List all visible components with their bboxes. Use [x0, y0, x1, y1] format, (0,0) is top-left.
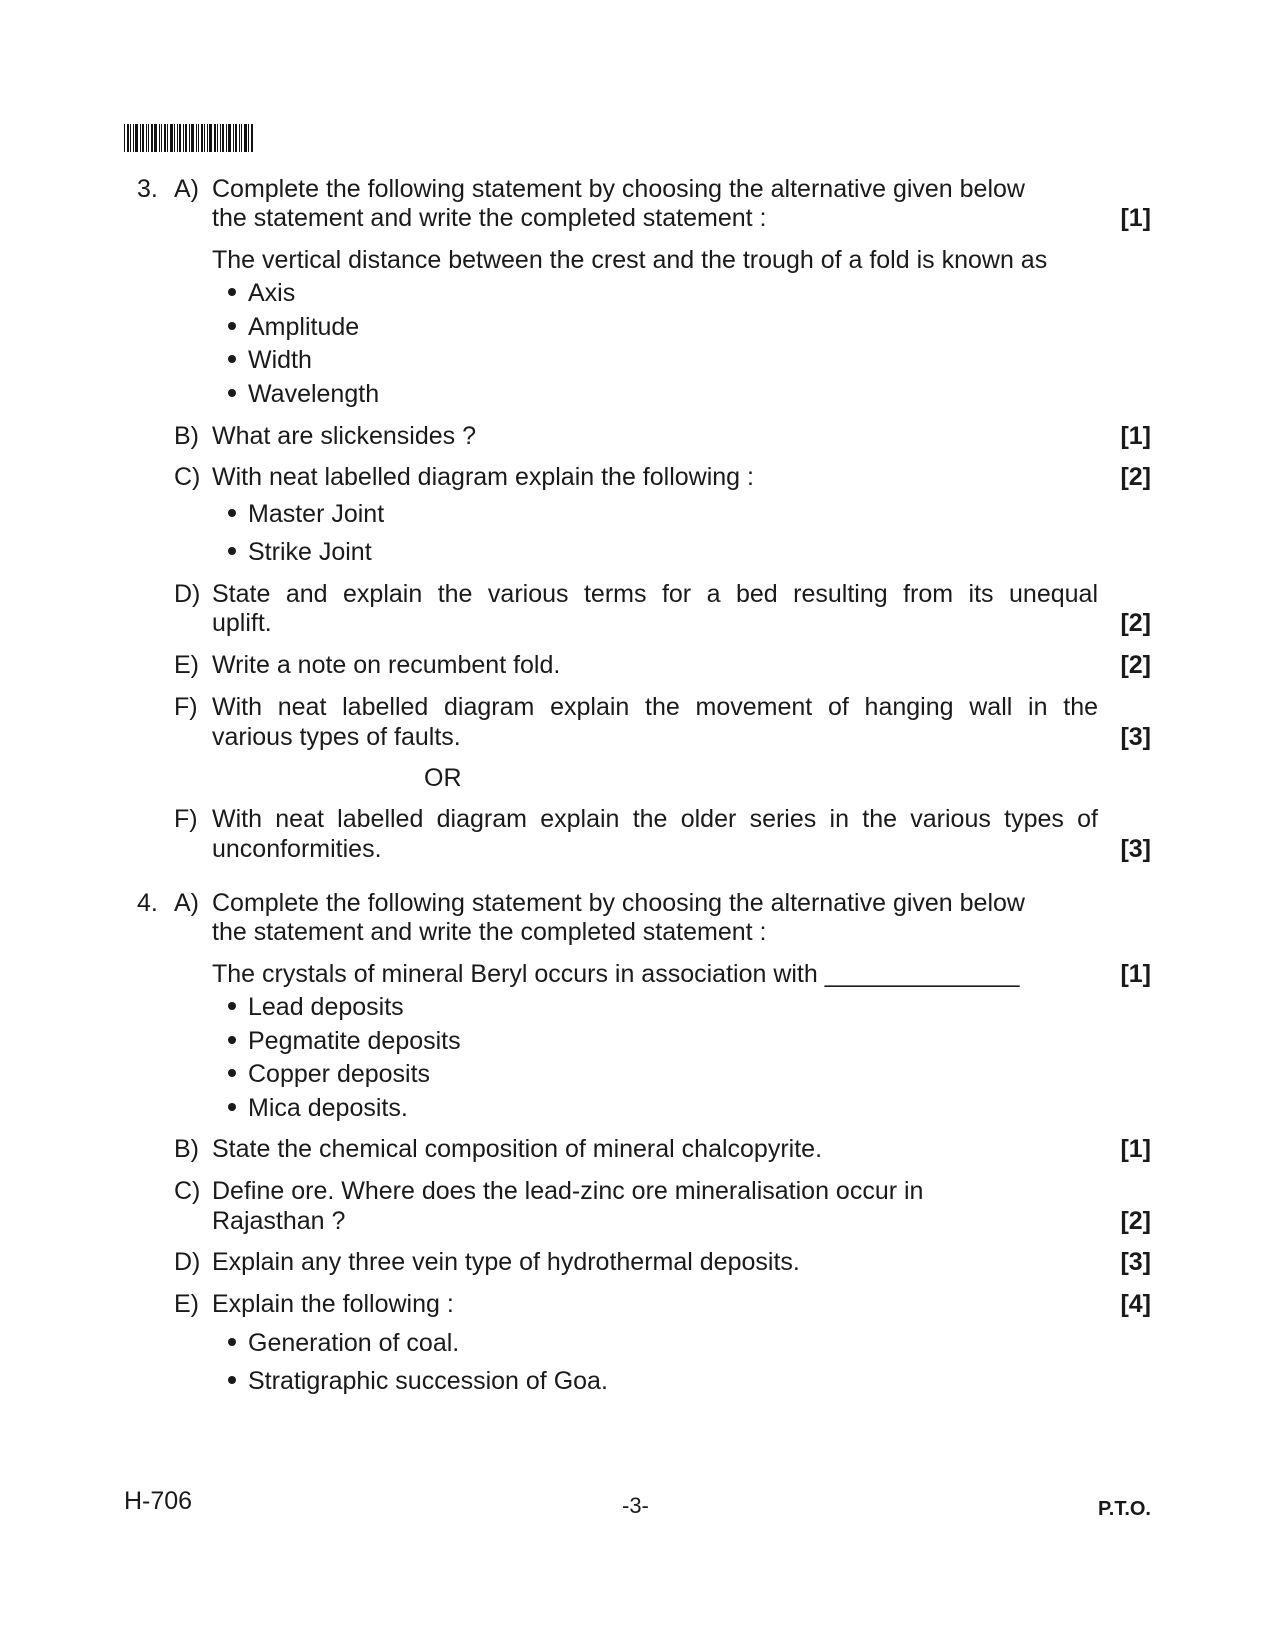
bullet-icon [228, 1338, 236, 1346]
barcode-bar [191, 124, 194, 152]
question-text: State the chemical composition of mineral chalcopyrite. [212, 1135, 823, 1163]
barcode-bar [170, 124, 173, 152]
marks: [3] [1120, 1248, 1151, 1276]
question-text: What are slickensides ? [212, 422, 477, 450]
question-text: Write a note on recumbent fold. [212, 651, 561, 679]
option-item: Mica deposits. [228, 1093, 408, 1123]
barcode-bar [207, 124, 208, 152]
part-label: C) [174, 1177, 201, 1205]
question-text: Define ore. Where does the lead-zinc ore mineralisation occur in [212, 1177, 924, 1205]
part-label: D) [174, 580, 201, 608]
marks: [4] [1120, 1290, 1151, 1318]
question-text: the statement and write the completed statement : [212, 918, 767, 946]
part-label: F) [174, 693, 198, 721]
barcode-bar [226, 124, 227, 152]
barcode-bar [217, 124, 218, 152]
barcode-bar [214, 124, 216, 152]
barcode-bar [133, 124, 134, 152]
barcode-bar [204, 124, 205, 152]
bullet-icon [228, 355, 236, 363]
option-item: Wavelength [228, 379, 379, 409]
marks: [2] [1120, 609, 1151, 637]
barcode-bar [167, 124, 168, 152]
barcode-bar [124, 124, 125, 152]
part-label: B) [174, 1135, 199, 1163]
question-text: State and explain the various terms for a bed resulting from its unequal [212, 580, 1098, 608]
question-text: With neat labelled diagram explain the older series in the various types of [212, 805, 1098, 833]
barcode-bar [164, 124, 166, 152]
barcode-bar [135, 124, 138, 152]
bullet-icon [228, 547, 236, 555]
bullet-icon [228, 1376, 236, 1384]
barcode-bar [151, 124, 153, 152]
bullet-icon [228, 389, 236, 397]
part-label: E) [174, 1290, 199, 1318]
or-separator: OR [424, 764, 462, 792]
barcode-bar [177, 124, 178, 152]
barcode-bar [241, 124, 242, 152]
option-item: Axis [228, 278, 295, 308]
option-item: Stratigraphic succession of Goa. [228, 1366, 608, 1396]
part-label: D) [174, 1248, 201, 1276]
barcode-bar [189, 124, 190, 152]
barcode-bar [154, 124, 157, 152]
question-text: Complete the following statement by choosing the alternative given below [212, 175, 1025, 203]
barcode-bar [179, 124, 181, 152]
statement-stem: The crystals of mineral Beryl occurs in association with ______________ [212, 960, 1020, 988]
barcode-bar [183, 124, 184, 152]
option-item: Width [228, 345, 312, 375]
part-label: F) [174, 805, 198, 833]
barcode [124, 124, 254, 152]
marks: [1] [1120, 1135, 1151, 1163]
bullet-icon [228, 322, 236, 330]
barcode-bar [251, 124, 253, 152]
question-text: Explain the following : [212, 1290, 454, 1318]
barcode-bar [235, 124, 237, 152]
barcode-bar [159, 124, 160, 152]
barcode-bar [127, 124, 129, 152]
barcode-bar [244, 124, 247, 152]
barcode-bar [209, 124, 212, 152]
marks: [3] [1120, 835, 1151, 863]
barcode-bar [196, 124, 197, 152]
page-number: -3- [622, 1493, 649, 1518]
question-text: With neat labelled diagram explain the following : [212, 463, 754, 491]
bullet-icon [228, 288, 236, 296]
marks: [2] [1120, 1207, 1151, 1235]
option-item: Lead deposits [228, 992, 404, 1022]
barcode-bar [198, 124, 199, 152]
question-text: the statement and write the completed statement : [212, 204, 767, 232]
barcode-bar [220, 124, 221, 152]
option-item: Strike Joint [228, 537, 372, 567]
barcode-bar [222, 124, 224, 152]
part-label: A) [174, 175, 199, 203]
bullet-icon [228, 1069, 236, 1077]
option-item: Master Joint [228, 499, 384, 529]
option-item: Amplitude [228, 312, 359, 342]
bullet-icon [228, 509, 236, 517]
question-text: Complete the following statement by choosing the alternative given below [212, 889, 1025, 917]
question-text: unconformities. [212, 835, 382, 863]
question-text: Explain any three vein type of hydrothermal deposits. [212, 1248, 800, 1276]
barcode-bar [233, 124, 234, 152]
option-item: Copper deposits [228, 1059, 430, 1089]
question-text: Rajasthan ? [212, 1207, 346, 1235]
marks: [1] [1120, 422, 1151, 450]
barcode-bar [174, 124, 175, 152]
barcode-bar [140, 124, 141, 152]
barcode-bar [239, 124, 240, 152]
barcode-bar [228, 124, 231, 152]
barcode-bar [146, 124, 147, 152]
barcode-bar [161, 124, 162, 152]
option-item: Generation of coal. [228, 1328, 459, 1358]
part-label: C) [174, 463, 201, 491]
statement-stem: The vertical distance between the crest and the trough of a fold is known as [212, 246, 1048, 274]
barcode-bar [142, 124, 144, 152]
part-label: B) [174, 422, 199, 450]
marks: [3] [1120, 723, 1151, 751]
marks: [2] [1120, 463, 1151, 491]
bullet-icon [228, 1002, 236, 1010]
marks: [1] [1120, 960, 1151, 988]
bullet-icon [228, 1103, 236, 1111]
barcode-bar [185, 124, 187, 152]
question-text: various types of faults. [212, 723, 461, 751]
question-text: uplift. [212, 609, 272, 637]
option-item: Pegmatite deposits [228, 1026, 461, 1056]
marks: [1] [1120, 204, 1151, 232]
question-number: 3. [137, 175, 158, 203]
barcode-bar [148, 124, 149, 152]
part-label: E) [174, 651, 199, 679]
paper-code: H-706 [124, 1487, 193, 1515]
bullet-icon [228, 1036, 236, 1044]
barcode-bar [130, 124, 131, 152]
pto-note: P.T.O. [1098, 1498, 1151, 1520]
barcode-bar [248, 124, 249, 152]
question-text: With neat labelled diagram explain the movement of hanging wall in the [212, 693, 1098, 721]
question-number: 4. [137, 889, 158, 917]
barcode-bar [201, 124, 203, 152]
part-label: A) [174, 889, 199, 917]
marks: [2] [1120, 651, 1151, 679]
